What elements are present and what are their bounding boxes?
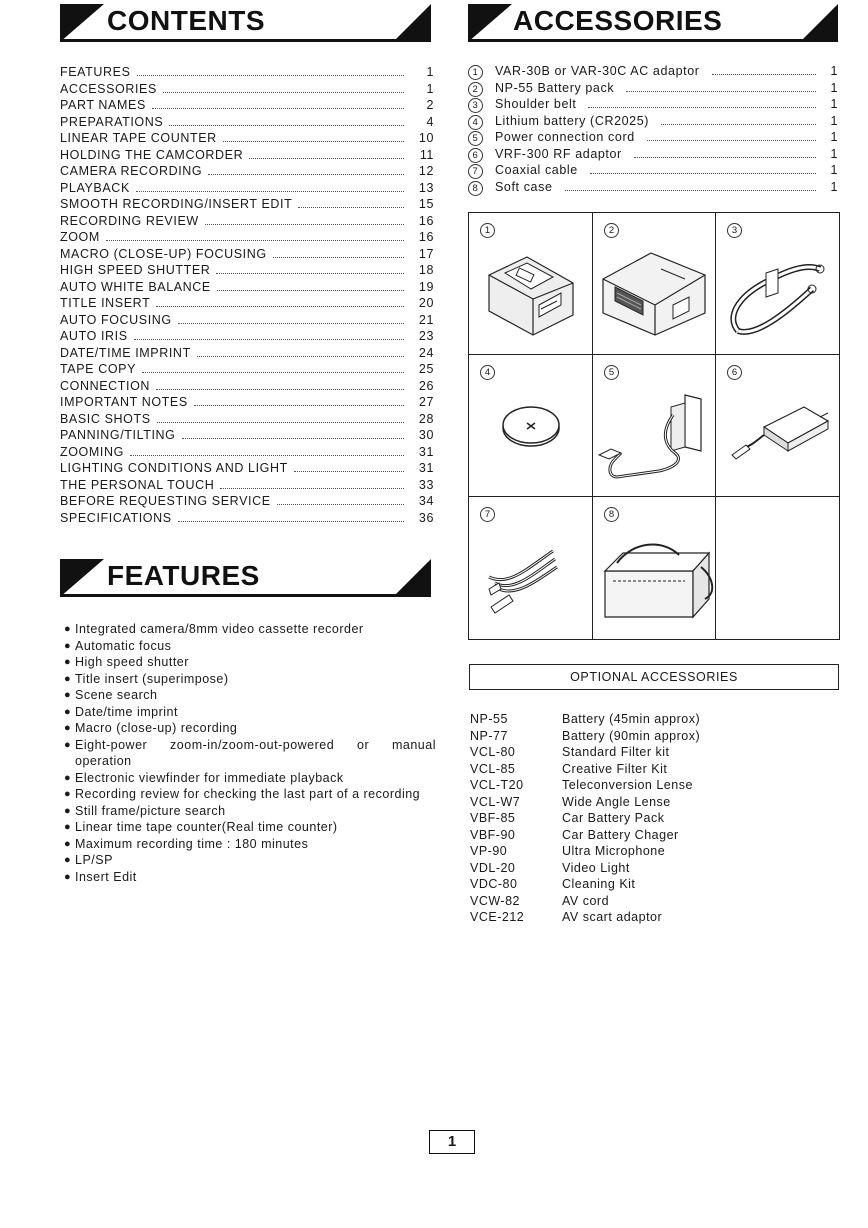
- leader-dots: [588, 107, 816, 108]
- contents-entry-page: 30: [418, 428, 434, 442]
- feature-text: Integrated camera/8mm video cassette recorder: [75, 622, 364, 636]
- accessory-quantity: 1: [830, 163, 838, 177]
- contents-row: [60, 181, 434, 198]
- leader-dots: [182, 438, 405, 439]
- bullet-dot: ●: [64, 672, 72, 685]
- contents-row: [60, 511, 434, 528]
- leader-dots: [134, 339, 404, 340]
- leader-dots: [130, 455, 404, 456]
- circled-number: 4: [468, 115, 483, 130]
- accessory-label: Coaxial cable: [495, 163, 578, 177]
- feature-item: [64, 869, 436, 886]
- feature-item: [64, 803, 436, 820]
- contents-row: [60, 230, 434, 247]
- model-code: VCL-T20: [470, 778, 524, 792]
- model-description: Car Battery Pack: [562, 811, 665, 825]
- contents-entry-label: AUTO WHITE BALANCE: [60, 279, 211, 294]
- contents-entry-label: AUTO FOCUSING: [60, 312, 172, 327]
- contents-row: [60, 280, 434, 297]
- leader-dots: [249, 158, 404, 159]
- contents-entry-page: 26: [418, 378, 434, 393]
- accessory-row: [468, 97, 838, 114]
- contents-row: [60, 247, 434, 264]
- contents-entry-label: LINEAR TAPE COUNTER: [60, 131, 217, 145]
- leader-dots: [298, 207, 404, 208]
- banner-wedge-right: [393, 559, 431, 597]
- contents-entry-label: ZOOMING: [60, 444, 124, 459]
- banner-wedge-right: [800, 4, 838, 42]
- contents-entry-page: 18: [418, 263, 434, 277]
- contents-entry-label: ACCESSORIES: [60, 81, 157, 96]
- model-code: VBF-85: [470, 811, 516, 825]
- feature-text: High speed shutter: [75, 655, 189, 669]
- accessory-row: [468, 81, 838, 98]
- illustration-cell: [469, 213, 593, 355]
- contents-row: [60, 494, 434, 511]
- contents-entry-label: SPECIFICATIONS: [60, 510, 172, 525]
- feature-item: [64, 786, 436, 803]
- model-description: Wide Angle Lense: [562, 794, 671, 809]
- feature-item: [64, 654, 436, 671]
- optional-accessory-row: [470, 844, 840, 861]
- contents-row: [60, 445, 434, 462]
- bullet-dot: ●: [64, 689, 72, 701]
- feature-item: [64, 621, 436, 638]
- leader-dots: [136, 191, 404, 192]
- optional-accessory-row: [470, 877, 840, 894]
- feature-item: [64, 704, 436, 721]
- leader-dots: [197, 356, 404, 357]
- page-number: 1: [429, 1130, 475, 1154]
- contents-entry-label: TITLE INSERT: [60, 296, 151, 310]
- leader-dots: [152, 108, 404, 109]
- circled-number: 6: [727, 365, 742, 380]
- contents-row: [60, 164, 434, 181]
- contents-entry-page: 17: [418, 246, 434, 261]
- contents-entry-page: 1: [426, 81, 434, 96]
- contents-entry-label: THE PERSONAL TOUCH: [60, 477, 215, 492]
- contents-entry-page: 2: [426, 98, 434, 112]
- contents-row: [60, 296, 434, 313]
- feature-text: operation: [75, 754, 132, 768]
- contents-row: [60, 379, 434, 396]
- leader-dots: [217, 290, 404, 291]
- leader-dots: [216, 273, 404, 274]
- bullet-dot: ●: [64, 738, 72, 751]
- accessory-quantity: 1: [830, 146, 838, 161]
- contents-entry-page: 25: [418, 362, 434, 376]
- optional-accessory-row: [470, 712, 840, 729]
- contents-entry-page: 27: [418, 395, 434, 409]
- contents-row: [60, 395, 434, 412]
- contents-entry-label: CAMERA RECORDING: [60, 164, 203, 178]
- feature-text: Maximum recording time : 180 minutes: [75, 836, 309, 851]
- accessory-row: [468, 130, 838, 147]
- model-code: VCL-85: [470, 761, 516, 776]
- feature-item: [64, 819, 436, 836]
- model-description: Video Light: [562, 860, 630, 875]
- leader-dots: [590, 173, 816, 174]
- bullet-dot: ●: [64, 705, 72, 718]
- model-code: VCW-82: [470, 893, 521, 908]
- features-banner: [60, 559, 431, 597]
- contents-entry-page: 34: [418, 494, 434, 508]
- bullet-dot: ●: [64, 639, 72, 652]
- leader-dots: [220, 488, 404, 489]
- contents-entry-label: ZOOM: [60, 230, 100, 244]
- contents-title: CONTENTS: [107, 5, 265, 36]
- accessory-row: [468, 163, 838, 180]
- bullet-dot: ●: [64, 722, 72, 734]
- bullet-dot: ●: [64, 771, 72, 784]
- bullet-dot: ●: [64, 788, 72, 800]
- feature-text: Electronic viewfinder for immediate playback: [75, 770, 344, 785]
- contents-entry-label: CONNECTION: [60, 378, 151, 393]
- model-code: VDC-80: [470, 877, 518, 891]
- leader-dots: [661, 124, 816, 125]
- accessory-quantity: 1: [830, 80, 838, 95]
- banner-wedge-left: [60, 559, 104, 597]
- banner-wedge-left: [60, 4, 104, 42]
- contents-entry-label: FEATURES: [60, 65, 131, 79]
- illustration-cell: [593, 213, 716, 355]
- contents-entry-page: 24: [418, 345, 434, 360]
- banner-rule: [468, 39, 838, 42]
- accessories-banner: [468, 4, 838, 42]
- contents-row: [60, 214, 434, 231]
- contents-entry-label: PART NAMES: [60, 98, 146, 112]
- model-description: AV scart adaptor: [562, 910, 663, 924]
- accessory-quantity: 1: [830, 64, 838, 78]
- features-title: FEATURES: [107, 560, 260, 591]
- contents-entry-label: RECORDING REVIEW: [60, 213, 199, 228]
- leader-dots: [294, 471, 404, 472]
- optional-accessory-row: [470, 762, 840, 779]
- contents-entry-page: 11: [419, 147, 434, 162]
- contents-list: [60, 65, 434, 527]
- bullet-dot: ●: [64, 656, 72, 668]
- contents-entry-label: PLAYBACK: [60, 180, 130, 195]
- optional-accessory-row: [470, 910, 840, 927]
- feature-text: Macro (close-up) recording: [75, 721, 238, 735]
- accessory-row: [468, 64, 838, 81]
- accessory-row: [468, 147, 838, 164]
- contents-row: [60, 329, 434, 346]
- contents-row: [60, 148, 434, 165]
- leader-dots: [163, 92, 404, 93]
- optional-accessory-row: [470, 811, 840, 828]
- circled-number: 8: [604, 507, 619, 522]
- feature-item: [64, 836, 436, 853]
- model-description: Standard Filter kit: [562, 745, 670, 759]
- optional-accessory-row: [470, 828, 840, 845]
- contents-entry-page: 10: [418, 131, 434, 145]
- bullet-dot: ●: [64, 821, 72, 833]
- optional-accessory-row: [470, 778, 840, 795]
- bullet-dot: ●: [64, 623, 72, 635]
- contents-row: [60, 115, 434, 132]
- circled-number: 5: [468, 131, 483, 146]
- contents-entry-label: DATE/TIME IMPRINT: [60, 345, 191, 360]
- bullet-dot: ●: [64, 854, 72, 866]
- model-description: Battery (90min approx): [562, 728, 701, 743]
- leader-dots: [156, 389, 404, 390]
- accessory-label: Soft case: [495, 179, 553, 194]
- illustration-cell: [593, 355, 716, 497]
- model-code: VCL-80: [470, 745, 516, 759]
- leader-dots: [156, 306, 404, 307]
- circled-number: 2: [468, 82, 483, 97]
- contents-row: [60, 461, 434, 478]
- power-cord-icon: [593, 355, 717, 497]
- circled-number: 7: [480, 507, 495, 522]
- leader-dots: [647, 140, 816, 141]
- contents-row: [60, 362, 434, 379]
- circled-number: 1: [468, 65, 483, 80]
- leader-dots: [194, 405, 404, 406]
- leader-dots: [626, 91, 816, 92]
- contents-row: [60, 478, 434, 495]
- leader-dots: [169, 125, 404, 126]
- contents-entry-label: AUTO IRIS: [60, 329, 128, 343]
- feature-text: Title insert (superimpose): [75, 671, 229, 686]
- accessory-label: Lithium battery (CR2025): [495, 113, 650, 128]
- contents-entry-label: BASIC SHOTS: [60, 411, 151, 426]
- feature-text: Linear time tape counter(Real time counter): [75, 820, 338, 834]
- leader-dots: [157, 422, 404, 423]
- banner-rule: [60, 39, 431, 42]
- accessory-label: Shoulder belt: [495, 97, 577, 111]
- leader-dots: [205, 224, 404, 225]
- accessory-row: [468, 114, 838, 131]
- accessories-list: [468, 64, 838, 196]
- model-description: Creative Filter Kit: [562, 761, 668, 776]
- illustration-cell: [593, 497, 716, 639]
- accessory-label: VAR-30B or VAR-30C AC adaptor: [495, 64, 700, 78]
- contents-entry-page: 28: [418, 411, 434, 426]
- contents-entry-label: BEFORE REQUESTING SERVICE: [60, 494, 271, 508]
- contents-entry-page: 31: [418, 444, 434, 459]
- contents-row: [60, 131, 434, 148]
- feature-text: Insert Edit: [75, 869, 137, 884]
- accessory-quantity: 1: [830, 179, 838, 194]
- contents-row: [60, 197, 434, 214]
- optional-accessory-row: [470, 894, 840, 911]
- contents-entry-page: 16: [418, 230, 434, 244]
- model-description: Teleconversion Lense: [562, 778, 693, 792]
- feature-item: [64, 638, 436, 655]
- contents-entry-label: MACRO (CLOSE-UP) FOCUSING: [60, 246, 267, 261]
- contents-row: [60, 263, 434, 280]
- illustration-cell: [469, 497, 593, 639]
- banner-wedge-right: [393, 4, 431, 42]
- bullet-dot: ●: [64, 837, 72, 850]
- contents-entry-page: 13: [418, 180, 434, 195]
- contents-entry-page: 20: [418, 296, 434, 310]
- optional-accessories-list: [470, 712, 840, 927]
- feature-item: [64, 753, 436, 770]
- contents-entry-label: LIGHTING CONDITIONS AND LIGHT: [60, 461, 288, 475]
- leader-dots: [223, 141, 404, 142]
- accessory-row: [468, 180, 838, 197]
- contents-entry-label: TAPE COPY: [60, 362, 137, 376]
- banner-rule: [60, 594, 431, 597]
- leader-dots: [208, 174, 404, 175]
- illustration-cell: [469, 355, 593, 497]
- contents-entry-label: IMPORTANT NOTES: [60, 395, 188, 409]
- circled-number: 4: [480, 365, 495, 380]
- leader-dots: [712, 74, 816, 75]
- contents-entry-page: 12: [418, 164, 434, 178]
- coaxial-cable-icon: [469, 497, 593, 639]
- contents-entry-page: 36: [418, 510, 434, 525]
- contents-entry-page: 15: [418, 197, 434, 211]
- banner-wedge-left: [468, 4, 512, 42]
- feature-text: Still frame/picture search: [75, 803, 226, 818]
- contents-row: [60, 98, 434, 115]
- contents-row: [60, 412, 434, 429]
- illustration-cell: [716, 497, 839, 639]
- leader-dots: [137, 75, 404, 76]
- circled-number: 3: [468, 98, 483, 113]
- model-code: VBF-90: [470, 827, 516, 842]
- circled-number: 6: [468, 148, 483, 163]
- battery-pack-icon: [593, 213, 717, 355]
- optional-accessories-heading: OPTIONAL ACCESSORIES: [469, 664, 839, 690]
- circled-number: 3: [727, 223, 742, 238]
- model-description: AV cord: [562, 893, 610, 908]
- feature-text: Scene search: [75, 688, 158, 702]
- feature-item: [64, 687, 436, 704]
- optional-accessory-row: [470, 729, 840, 746]
- model-code: VP-90: [470, 844, 508, 858]
- model-code: VCL-W7: [470, 794, 521, 809]
- feature-text: LP/SP: [75, 853, 113, 867]
- leader-dots: [277, 504, 404, 505]
- feature-item: [64, 720, 436, 737]
- contents-banner: [60, 4, 431, 42]
- circled-number: 2: [604, 223, 619, 238]
- circled-number: 7: [468, 164, 483, 179]
- bullet-dot: [64, 753, 75, 770]
- contents-entry-page: 19: [418, 279, 434, 294]
- feature-text: Eight-power zoom-in/zoom-out-powered or manual: [75, 737, 436, 752]
- leader-dots: [273, 257, 404, 258]
- accessory-quantity: 1: [830, 97, 838, 111]
- circled-number: 1: [480, 223, 495, 238]
- accessory-label: NP-55 Battery pack: [495, 80, 615, 95]
- leader-dots: [178, 521, 404, 522]
- feature-item: [64, 852, 436, 869]
- shoulder-belt-icon: [716, 213, 840, 355]
- model-code: VDL-20: [470, 860, 516, 875]
- features-list: [64, 621, 436, 885]
- contents-entry-label: HOLDING THE CAMCORDER: [60, 147, 244, 162]
- ac-adaptor-icon: [469, 213, 593, 355]
- contents-entry-page: 23: [418, 329, 434, 343]
- circled-number: 8: [468, 181, 483, 196]
- illustration-cell: [716, 355, 839, 497]
- model-description: Ultra Microphone: [562, 844, 666, 858]
- accessories-illustration-grid: [468, 212, 840, 640]
- contents-row: [60, 65, 434, 82]
- model-code: VCE-212: [470, 910, 525, 924]
- accessory-quantity: 1: [830, 130, 838, 144]
- rf-adaptor-icon: [716, 355, 840, 497]
- leader-dots: [106, 240, 404, 241]
- model-description: Car Battery Chager: [562, 827, 679, 842]
- contents-entry-page: 21: [418, 312, 434, 327]
- soft-case-icon: [593, 497, 717, 639]
- illustration-cell: [716, 213, 839, 355]
- accessories-title: ACCESSORIES: [513, 5, 723, 36]
- bullet-dot: ●: [64, 870, 72, 883]
- accessory-quantity: 1: [830, 113, 838, 128]
- optional-accessory-row: [470, 795, 840, 812]
- model-description: Cleaning Kit: [562, 877, 636, 891]
- accessory-label: Power connection cord: [495, 130, 635, 144]
- bullet-dot: ●: [64, 804, 72, 817]
- contents-entry-page: 33: [418, 477, 434, 492]
- feature-item: [64, 770, 436, 787]
- optional-accessory-row: [470, 861, 840, 878]
- feature-text: Recording review for checking the last part of a recording: [75, 787, 421, 801]
- contents-entry-label: PANNING/TILTING: [60, 428, 176, 442]
- feature-text: Automatic focus: [75, 638, 172, 653]
- leader-dots: [565, 190, 816, 191]
- contents-entry-page: 1: [426, 65, 434, 79]
- contents-entry-page: 31: [418, 461, 434, 475]
- contents-row: [60, 428, 434, 445]
- model-code: NP-77: [470, 728, 508, 743]
- circled-number: 5: [604, 365, 619, 380]
- feature-item: [64, 671, 436, 688]
- contents-row: [60, 346, 434, 363]
- leader-dots: [178, 323, 404, 324]
- leader-dots: [634, 157, 816, 158]
- contents-row: [60, 82, 434, 99]
- feature-item: [64, 737, 436, 754]
- contents-entry-label: HIGH SPEED SHUTTER: [60, 263, 211, 277]
- contents-entry-page: 16: [418, 213, 434, 228]
- contents-entry-label: SMOOTH RECORDING/INSERT EDIT: [60, 197, 293, 211]
- lithium-battery-icon: [469, 355, 593, 497]
- leader-dots: [142, 372, 404, 373]
- accessory-label: VRF-300 RF adaptor: [495, 146, 622, 161]
- contents-entry-label: PREPARATIONS: [60, 114, 164, 129]
- model-description: Battery (45min approx): [562, 712, 701, 726]
- optional-accessory-row: [470, 745, 840, 762]
- feature-text: Date/time imprint: [75, 704, 178, 719]
- contents-entry-page: 4: [426, 114, 434, 129]
- contents-row: [60, 313, 434, 330]
- model-code: NP-55: [470, 712, 508, 726]
